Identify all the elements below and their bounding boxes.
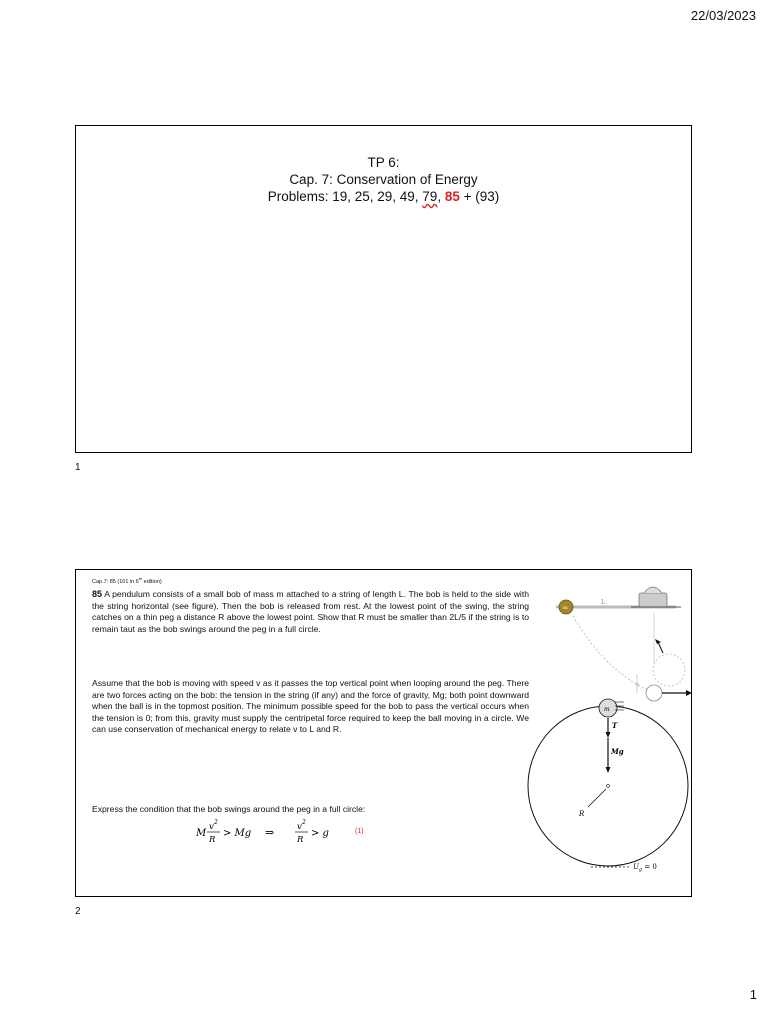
- slide-2-number: 2: [75, 906, 81, 917]
- top-r-label: R: [636, 682, 640, 687]
- title-line-3: [76, 188, 691, 205]
- eq-gt-g: > g: [311, 828, 329, 839]
- eq-gt-mg: > Mg: [223, 828, 252, 839]
- page-date: 22/03/2023: [690, 8, 756, 23]
- radius-line: [588, 789, 606, 807]
- swing-arc: [573, 616, 654, 693]
- problem-number: 85: [92, 589, 103, 599]
- equation-label: (1): [355, 828, 364, 835]
- eq-v: v: [209, 822, 214, 832]
- express-text: Express the condition that the bob swings around the peg in a full circle:: [92, 804, 366, 814]
- eq-implies: ⇒: [265, 826, 275, 839]
- caption-suffix: edition): [142, 578, 162, 585]
- eq-sq2: 2: [302, 819, 306, 826]
- slide-2-caption: [92, 576, 162, 585]
- tension-label: T: [612, 721, 618, 730]
- radius-label: R: [579, 810, 585, 818]
- gravity-label: Mg: [611, 747, 624, 756]
- slide-1-number: 1: [75, 462, 81, 473]
- top-bob-label: m: [563, 605, 568, 611]
- problems-sep: ,: [437, 189, 445, 204]
- pendulum-figure: [511, 578, 691, 878]
- solution-paragraph: Assume that the bob is moving with speed v as it passes the top vertical point when looping around the peg. There are two forces acting on the bob: the tension in the string (if any) and the force of gravity, Mg; both point downward when the ball is in the topmost position. The minimum possible speed for the bob to pass the vertical occurs when the tension is 0; from this, gravity must supply the centripetal force required to keep the ball moving in a circle. We can use conservation of mechanical energy to relate v to L and R.: [92, 678, 529, 735]
- support-clamp: [639, 593, 667, 607]
- title-line-2: Cap. 7: Conservation of Energy: [289, 172, 478, 187]
- problem-statement: [92, 589, 529, 635]
- problems-suffix: + (93): [459, 189, 500, 204]
- problem-79: 79: [422, 189, 438, 204]
- eq-sq: 2: [214, 819, 218, 826]
- eq-M: M: [196, 828, 207, 839]
- length-label: L: [601, 599, 605, 606]
- eq-R: R: [209, 835, 216, 845]
- peg: [607, 785, 610, 788]
- equation-1: [196, 816, 396, 850]
- slide-1: [75, 125, 692, 453]
- page-number: 1: [749, 987, 757, 1002]
- slide-1-title: [76, 154, 691, 205]
- eq-v2: v: [297, 822, 302, 832]
- title-line-1: TP 6:: [367, 155, 400, 170]
- caption-sup: th: [138, 576, 143, 581]
- problem-85: 85: [444, 189, 460, 204]
- eq-R2: R: [297, 835, 304, 845]
- problem-text: A pendulum consists of a small bob of mass m attached to a string of length L. The bob is held to the side with the string horizontal (see figure). Then the bob is released from rest. At the lowest point of the swing, the string catches on a thin peg a distance R above the lowest point. Show that R must be smaller than 2L/5 if the string is to remain taut as the bob swings around the peg in a full circle.: [92, 589, 529, 634]
- problems-prefix: Problems: 19, 25, 29, 49,: [267, 189, 423, 204]
- loop-bob-label: m: [604, 706, 610, 713]
- slide-2: [75, 569, 692, 897]
- caption-prefix: Cap.7: 85 (101 in 6: [92, 578, 139, 585]
- ug-label: $U_g = 0$: [633, 863, 657, 873]
